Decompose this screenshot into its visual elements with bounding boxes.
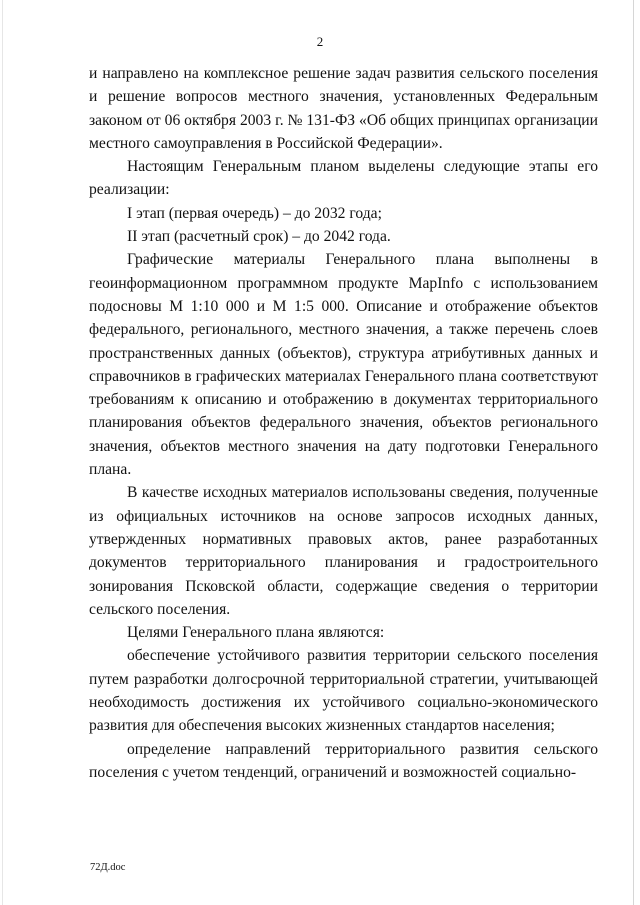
paragraph: определение направлений территориального развития сельского поселения с учетом тенденций, ограничений и возможностей социально- bbox=[89, 740, 598, 781]
paragraph: Настоящим Генеральным планом выделены следующие этапы его реализации: bbox=[89, 158, 598, 199]
scan-edge-left bbox=[2, 0, 3, 905]
paragraph: и направлено на комплексное решение задач развития сельского поселения и решение вопросов местного значения, установленных Федеральным законом от 06 октября 2003 г. № 131-ФЗ «Об общих принципах организации местного самоуправления в Российской Федерации». bbox=[89, 65, 598, 152]
paragraph: I этап (первая очередь) – до 2032 года; bbox=[127, 204, 382, 222]
paragraph: Графические материалы Генерального плана выполнены в геоинформационном программном продукте MapInfo с использованием подосновы М 1:10 000 и М 1:5 000. Описание и отображение объектов федерального, регионального, местного значения, а также перечень слоев пространственных данных (объектов), структура атрибутивных данных и справочников в графических материалах Генерального плана соответствуют требованиям к описанию и отображению в документах территориального планирования объектов федерального значения, объектов регионального значения, объектов местного значения на дату подготовки Генерального плана. bbox=[89, 251, 598, 479]
page-number: 2 bbox=[316, 34, 324, 49]
footer-filename: 72Д.doc bbox=[90, 862, 126, 873]
scan-edge-right bbox=[633, 0, 634, 905]
paragraph: Целями Генерального плана являются: bbox=[127, 624, 385, 642]
document-body bbox=[89, 62, 598, 784]
paragraph: обеспечение устойчивого развития территории сельского поселения путем разработки долгосрочной территориальной стратегии, учитывающей необходимость достижения их устойчивого социально-экономического развития для обеспечения высоких жизненных стандартов населения; bbox=[89, 647, 598, 735]
paragraph: В качестве исходных материалов использованы сведения, полученные из официальных источников на основе запросов исходных данных, утвержденных нормативных правовых актов, ранее разработанных документов территориального планирования и градостроительного зонирования Псковской области, содержащие сведения о территории сельского поселения. bbox=[89, 484, 598, 618]
paragraph: II этап (расчетный срок) – до 2042 года. bbox=[127, 228, 391, 246]
